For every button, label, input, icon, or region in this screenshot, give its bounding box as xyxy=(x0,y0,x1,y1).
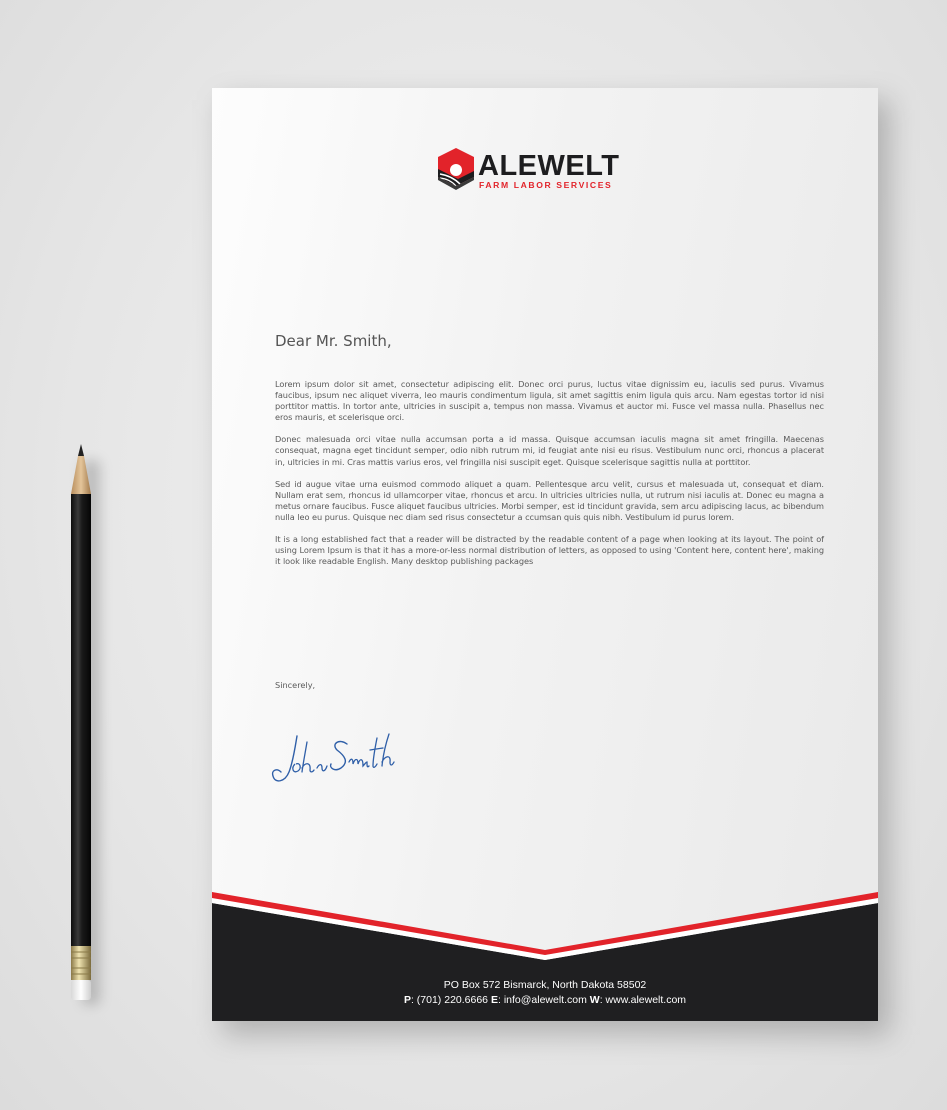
email-label: E xyxy=(490,993,498,1006)
footer-website[interactable]: www.alewelt.com xyxy=(605,993,687,1006)
footer-email[interactable]: info@alewelt.com xyxy=(503,993,587,1006)
letter-paragraph: Lorem ipsum dolor sit amet, consectetur adipiscing elit. Donec orci purus, luctus vitae dignissim eu, iaculis sed purus. Vivamus faucibus, ipsum nec aliquet viverra, leo mauris condimentum ligula, sit amet sagittis enim ligula quis arcu. Nam egestas tortor id nisi porttitor mattis. In tortor ante, ultricies in suscipit a, tempus non massa. Vivamus et auctor mi. Fusce vel massa nulla. Phasellus nec eros mauris, et scelerisque orci. xyxy=(275,379,824,423)
phone-label: P xyxy=(403,993,411,1006)
letter-paragraph: It is a long established fact that a reader will be distracted by the readable content of a page when looking at its layout. The point of using Lorem Ipsum is that it has a more-or-less normal distribution of letters, as opposed to using 'Content here, content here', making it look like readable English. Many desktop publishing packages xyxy=(275,534,824,567)
pencil-icon xyxy=(64,444,98,1006)
footer-address: PO Box 572 Bismarck, North Dakota 58502 xyxy=(443,979,647,991)
letter-body xyxy=(275,379,824,578)
letter-paragraph: Donec malesuada orci vitae nulla accumsan porta a id massa. Quisque accumsan iaculis magna sit amet fringilla. Maecenas consequat, magna eget tincidunt semper, odio nibh rutrum mi, id feugiat ante nisi eu risus. Vestibulum nunc orci, rhoncus a placerat in, ultricies in mi. Cras mattis varius eros, vel fringilla nisi suscipit eget. Quisque scelerisque sagittis nulla at porttitor. xyxy=(275,434,824,467)
footer-phone: (701) 220.6666 xyxy=(416,993,489,1006)
farm-emblem-icon xyxy=(434,146,478,200)
company-logo xyxy=(434,146,660,200)
footer-contact xyxy=(212,978,878,1007)
letter-paragraph: Sed id augue vitae urna euismod commodo aliquet a quam. Pellentesque arcu velit, cursus et malesuada ut, consequat et diam. Nullam erat sem, rhoncus id ullamcorper vitae, rhoncus et arcu. In ultricies ultricies nulla, ut rutrum nisi iaculis at. Donec eu magna a metus ornare faucibus. Fusce aliquet faucibus ultricies. Morbi semper, est id tincidunt gravida, sem arcu adipiscing lacus, ac bibendum nulla leo eu purus. Quisque nec diam sed risus consectetur a ccumsan quis quis nibh. Vestibulum id purus lorem. xyxy=(275,478,824,522)
letter-salutation: Dear Mr. Smith, xyxy=(275,332,392,350)
web-label: W xyxy=(589,993,600,1006)
company-tagline: FARM LABOR SERVICES xyxy=(479,180,613,190)
handwritten-signature xyxy=(267,728,397,788)
company-name: ALEWELT xyxy=(478,150,620,182)
letter-closing: Sincerely, xyxy=(275,680,316,690)
footer-contact-line: P: (701) 220.6666 E: info@alewelt.com W: www.alewelt.com xyxy=(403,993,687,1006)
letterhead-page xyxy=(212,88,878,1021)
